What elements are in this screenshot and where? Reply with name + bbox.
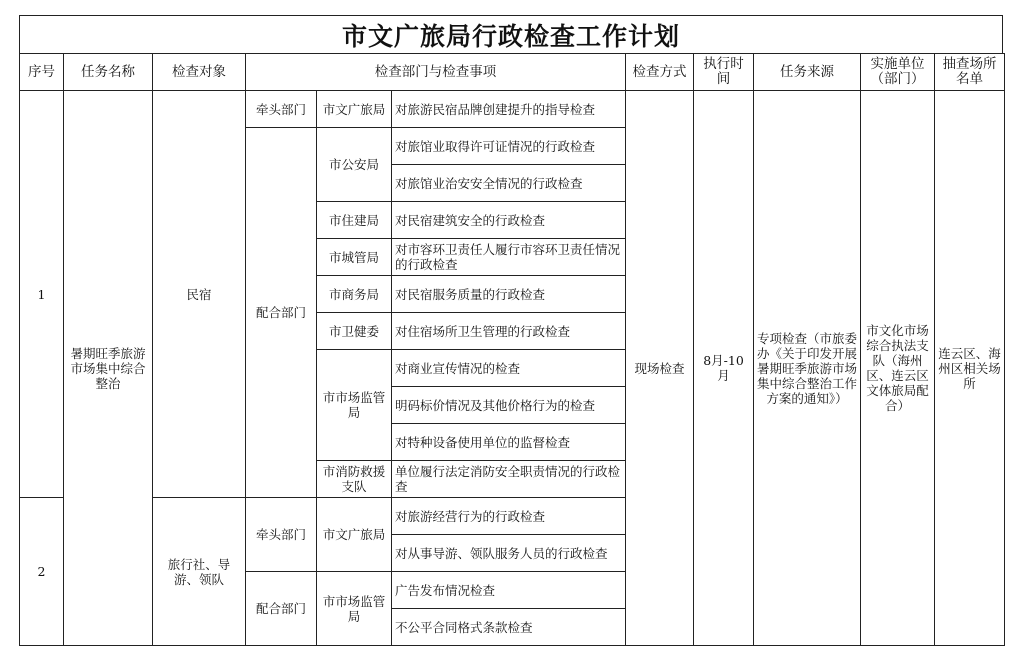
item-cell: 对市容环卫责任人履行市容环卫责任情况的行政检查 — [392, 239, 626, 276]
seq-cell: 2 — [20, 498, 64, 646]
header-row — [20, 54, 1005, 91]
seq-cell: 1 — [20, 91, 64, 498]
dept-cell: 市城管局 — [317, 239, 392, 276]
header-list: 抽查场所名单 — [935, 54, 1005, 91]
header-task-name: 任务名称 — [64, 54, 153, 91]
task-name-cell: 暑期旺季旅游市场集中综合整治 — [64, 91, 153, 646]
item-cell: 明码标价情况及其他价格行为的检查 — [392, 387, 626, 424]
unit-cell: 市文化市场综合执法支队（海州区、连云区文体旅局配合） — [861, 91, 935, 646]
item-cell: 单位履行法定消防安全职责情况的行政检查 — [392, 461, 626, 498]
dept-cell: 市市场监管局 — [317, 572, 392, 646]
time-cell: 8月-10月 — [694, 91, 754, 646]
header-method: 检查方式 — [626, 54, 694, 91]
item-cell: 对从事导游、领队服务人员的行政检查 — [392, 535, 626, 572]
item-cell: 对民宿建筑安全的行政检查 — [392, 202, 626, 239]
header-dept-items: 检查部门与检查事项 — [246, 54, 626, 91]
dept-cell: 市文广旅局 — [317, 498, 392, 572]
dept-cell: 市文广旅局 — [317, 91, 392, 128]
dept-cell: 市卫健委 — [317, 313, 392, 350]
item-cell: 不公平合同格式条款检查 — [392, 609, 626, 646]
header-time: 执行时间 — [694, 54, 754, 91]
header-target: 检查对象 — [153, 54, 246, 91]
method-cell: 现场检查 — [626, 91, 694, 646]
source-cell: 专项检查（市旅委办《关于印发开展暑期旺季旅游市场集中综合整治工作方案的通知》） — [754, 91, 861, 646]
dept-cell: 市商务局 — [317, 276, 392, 313]
header-source: 任务来源 — [754, 54, 861, 91]
header-unit: 实施单位（部门） — [861, 54, 935, 91]
dept-cell: 市住建局 — [317, 202, 392, 239]
target-cell: 旅行社、导游、领队 — [153, 498, 246, 646]
inspection-plan-table — [19, 53, 1005, 646]
item-cell: 对特种设备使用单位的监督检查 — [392, 424, 626, 461]
item-cell: 对旅游经营行为的行政检查 — [392, 498, 626, 535]
list-cell: 连云区、海州区相关场所 — [935, 91, 1005, 646]
lead-dept-label: 牵头部门 — [246, 498, 317, 572]
table-row — [20, 91, 1005, 128]
dept-cell: 市消防救援支队 — [317, 461, 392, 498]
item-cell: 广告发布情况检查 — [392, 572, 626, 609]
cooperate-dept-label: 配合部门 — [246, 128, 317, 498]
page-title: 市文广旅局行政检查工作计划 — [19, 15, 1003, 53]
dept-cell: 市市场监管局 — [317, 350, 392, 461]
item-cell: 对旅馆业治安安全情况的行政检查 — [392, 165, 626, 202]
dept-cell: 市公安局 — [317, 128, 392, 202]
item-cell: 对商业宣传情况的检查 — [392, 350, 626, 387]
lead-dept-label: 牵头部门 — [246, 91, 317, 128]
target-cell: 民宿 — [153, 91, 246, 498]
item-cell: 对旅游民宿品牌创建提升的指导检查 — [392, 91, 626, 128]
item-cell: 对民宿服务质量的行政检查 — [392, 276, 626, 313]
cooperate-dept-label: 配合部门 — [246, 572, 317, 646]
header-seq: 序号 — [20, 54, 64, 91]
item-cell: 对住宿场所卫生管理的行政检查 — [392, 313, 626, 350]
item-cell: 对旅馆业取得许可证情况的行政检查 — [392, 128, 626, 165]
